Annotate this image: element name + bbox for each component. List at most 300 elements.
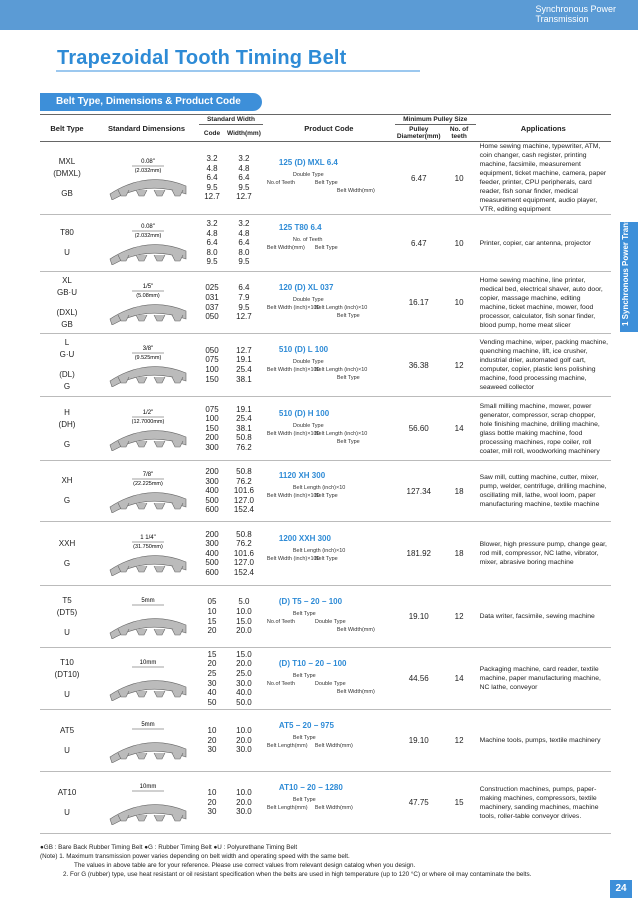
product-code-part-label: Belt Type <box>292 796 316 803</box>
code-cell <box>199 586 225 648</box>
teeth-cell: 18 <box>443 461 476 522</box>
code-value: 031 <box>205 292 219 302</box>
tooth-shape <box>154 441 165 447</box>
tooth-profile-cell <box>94 772 199 834</box>
belt-type-label: G·U <box>59 350 75 359</box>
pulley-diameter-cell: 47.75 <box>395 772 443 834</box>
pulley-diameter-cell: 127.34 <box>395 461 443 522</box>
belt-type-label: (DMXL) <box>53 169 81 178</box>
product-code-example: 510 (D) H 100 <box>278 408 330 418</box>
applications-cell: Printer, copier, car antenna, projector <box>476 215 611 272</box>
code-value: 30 <box>207 678 217 688</box>
tooth-shape <box>154 691 165 697</box>
width-value: 76.2 <box>236 476 252 486</box>
product-code-cell <box>263 522 395 586</box>
product-code-part-label: Belt Width(mm) <box>266 245 305 251</box>
product-code-part-label: Double Type <box>314 680 346 687</box>
width-cell <box>225 397 263 461</box>
width-cell <box>225 215 263 272</box>
code-value: 9.5 <box>206 182 218 192</box>
code-value: 200 <box>205 467 219 477</box>
product-code-part-label: Belt Width (inch)×100 <box>266 555 320 562</box>
width-value: 6.4 <box>238 238 250 248</box>
width-cell <box>225 334 263 397</box>
belt-type-cell <box>40 648 94 710</box>
product-code-part-label: No.of Teeth <box>266 180 295 186</box>
width-cell <box>225 522 263 586</box>
width-value: 38.1 <box>236 374 252 384</box>
belt-body-shape <box>110 618 186 638</box>
belt-type-label <box>42 619 92 627</box>
product-code-part-label: No.of Teeth <box>266 618 295 625</box>
code-value: 10 <box>207 606 217 616</box>
code-cell <box>199 710 225 772</box>
code-value: 600 <box>205 567 219 577</box>
code-cell <box>199 215 225 272</box>
code-value: 40 <box>207 688 217 698</box>
pitch-mm-label: (2.032mm) <box>134 233 161 239</box>
col-applications: Applications <box>476 115 611 142</box>
width-value: 10.0 <box>236 788 252 798</box>
code-value: 100 <box>205 365 219 374</box>
tooth-profile-cell <box>94 586 199 648</box>
code-value: 037 <box>205 302 219 312</box>
teeth-cell: 18 <box>443 522 476 586</box>
col-product-code: Product Code <box>263 115 395 142</box>
section-heading: Belt Type, Dimensions & Product Code <box>40 93 262 111</box>
code-cell <box>199 522 225 586</box>
pitch-label: 7/8" <box>142 472 153 478</box>
code-value: 025 <box>205 283 219 293</box>
code-value: 4.8 <box>206 228 218 238</box>
belt-type-label: G <box>63 558 71 568</box>
applications-cell: Saw mill, cutting machine, cutter, mixer, pump, welder, centrifuge, drilling machine, oscillating mill, lathe, wool loom, paper manufacturing machine, textile machine <box>476 461 611 522</box>
product-code-example: 120 (D) XL 037 <box>278 282 334 292</box>
applications-cell: Packaging machine, card reader, textile machine, paper manufacturing machine, NC lathe, conveyor <box>476 648 611 710</box>
product-code-cell <box>263 142 395 215</box>
width-value: 50.8 <box>236 433 252 443</box>
product-code-part-label: Belt Width(mm) <box>314 804 353 811</box>
width-value: 6.4 <box>238 283 250 293</box>
applications-cell: Small milling machine, mower, power generator, compressor, scrap chopper, hole finishing machine, drilling machine, glass bottle making machine, food processing machines, rope coiler, roll coater, mill roll, woodworking machinery <box>476 397 611 461</box>
product-code-part-label: Belt Length (inch)×10 <box>314 430 368 437</box>
tooth-shape <box>154 815 165 821</box>
product-code-part-label: Belt Width(mm) <box>336 688 375 695</box>
product-code-example: AT10 − 20 − 1280 <box>278 782 343 792</box>
width-value: 20.0 <box>236 659 252 669</box>
header-caption-line2: Transmission <box>535 14 589 24</box>
code-value: 300 <box>205 442 219 452</box>
width-cell <box>225 586 263 648</box>
pitch-mm-label: (12.7000mm) <box>131 418 164 425</box>
product-code-part-label: Belt Width (inch)×100 <box>266 430 320 437</box>
width-value: 20.0 <box>236 735 252 745</box>
pitch-mm-label: (5.08mm) <box>135 292 160 299</box>
tooth-shape <box>154 503 165 509</box>
code-value: 200 <box>205 529 219 539</box>
tooth-shape <box>136 815 147 821</box>
width-value: 9.5 <box>238 257 250 267</box>
code-value: 100 <box>205 414 219 424</box>
table-row <box>40 272 611 334</box>
width-value: 25.4 <box>236 414 252 424</box>
product-code-example: (D) T5 − 20 − 100 <box>278 596 343 606</box>
belt-type-cell <box>40 772 94 834</box>
product-code-part-label: Double Type <box>292 359 324 365</box>
product-code-example: 1120 XH 300 <box>278 471 326 480</box>
product-code-cell <box>263 272 395 334</box>
width-value: 5.0 <box>238 597 250 607</box>
teeth-cell: 12 <box>443 334 476 397</box>
product-code-part-label: Double Type <box>314 618 346 625</box>
belt-body-shape <box>110 680 186 700</box>
belt-type-label: (DH) <box>58 419 76 429</box>
width-value: 12.7 <box>236 192 252 202</box>
width-value: 3.2 <box>238 219 250 229</box>
product-code-part-label: Belt Type <box>336 375 360 381</box>
product-code-part-label: Belt Length(mm) <box>266 742 308 749</box>
belt-type-label: G <box>63 439 71 449</box>
product-code-part-label: Belt Width(mm) <box>314 742 353 749</box>
width-cell <box>225 272 263 334</box>
width-value: 127.0 <box>233 558 254 568</box>
teeth-cell: 12 <box>443 586 476 648</box>
width-value: 12.7 <box>236 312 252 322</box>
belt-type-label <box>42 550 92 558</box>
belt-type-label: (DT10) <box>54 669 80 679</box>
code-value: 20 <box>207 797 217 807</box>
width-value: 20.0 <box>236 797 252 807</box>
tooth-shape <box>172 441 183 447</box>
teeth-cell: 14 <box>443 648 476 710</box>
product-code-part-label: Belt Width(mm) <box>336 626 375 633</box>
product-code-wrap <box>265 217 393 270</box>
width-value: 19.1 <box>236 355 252 365</box>
product-code-cell <box>263 586 395 648</box>
belt-type-label: U <box>64 627 70 637</box>
page-number: 24 <box>610 880 632 898</box>
belt-type-cell <box>40 710 94 772</box>
header-caption <box>535 4 616 24</box>
belt-type-label: U <box>64 807 70 817</box>
code-value: 4.8 <box>206 163 218 173</box>
width-value: 25.0 <box>236 668 252 678</box>
product-code-wrap <box>265 399 393 459</box>
applications-cell: Machine tools, pumps, textile machinery <box>476 710 611 772</box>
belt-type-label: T80 <box>60 228 74 237</box>
code-value: 15 <box>207 649 217 659</box>
code-value: 500 <box>205 495 219 505</box>
code-value: 15 <box>207 616 217 626</box>
width-value: 101.6 <box>233 548 254 558</box>
col-teeth: No. of teeth <box>443 125 476 142</box>
side-chapter-tab <box>620 188 638 332</box>
code-value: 20 <box>207 626 217 636</box>
col-width: Width(mm) <box>225 125 263 142</box>
code-value: 30 <box>207 807 217 817</box>
width-value: 40.0 <box>236 688 252 698</box>
table-row <box>40 648 611 710</box>
pitch-label: 3/8" <box>142 346 153 352</box>
product-code-wrap <box>265 336 393 395</box>
belt-type-label: T5 <box>62 595 72 605</box>
code-value: 25 <box>207 668 217 678</box>
product-code-part-label: Double Type <box>292 172 324 178</box>
code-cell <box>199 334 225 397</box>
width-value: 152.4 <box>233 505 254 515</box>
belt-type-label: GB·U <box>57 287 77 297</box>
col-belt-type: Belt Type <box>40 115 94 142</box>
width-cell <box>225 772 263 834</box>
width-value: 50.0 <box>236 697 252 707</box>
tooth-shape <box>136 190 147 196</box>
tooth-profile-cell <box>94 710 199 772</box>
belt-type-cell <box>40 272 94 334</box>
product-code-wrap <box>265 144 393 212</box>
tooth-profile-diagram <box>102 595 192 639</box>
code-cell <box>199 648 225 710</box>
code-value: 10 <box>207 788 217 798</box>
col-pulley-diameter: Pulley Diameter(mm) <box>396 126 441 140</box>
tooth-shape <box>136 629 147 635</box>
belt-type-cell <box>40 334 94 397</box>
pitch-mm-label: (22.225mm) <box>132 481 163 487</box>
belt-body-shape <box>110 742 186 762</box>
pitch-label: 1 1/4" <box>139 534 156 541</box>
belt-type-label <box>42 737 92 745</box>
product-code-wrap <box>265 524 393 584</box>
width-value: 38.1 <box>236 423 252 433</box>
belt-body-shape <box>110 430 186 450</box>
tooth-shape <box>172 691 183 697</box>
product-code-part-label: Belt Width (inch)×100 <box>266 493 320 499</box>
code-cell <box>199 397 225 461</box>
width-value: 30.0 <box>236 678 252 688</box>
pitch-label: 0.08" <box>140 224 155 230</box>
tooth-shape <box>154 753 165 759</box>
product-code-part-label: Belt Length (inch)×10 <box>314 304 368 311</box>
product-code-cell <box>263 710 395 772</box>
tooth-profile-diagram <box>102 343 192 387</box>
teeth-cell: 14 <box>443 397 476 461</box>
width-value: 9.5 <box>238 302 250 312</box>
width-value: 76.2 <box>236 442 252 452</box>
pulley-diameter-cell: 181.92 <box>395 522 443 586</box>
product-code-part-label: Belt Type <box>314 245 338 251</box>
product-code-part-label: Belt Width (inch)×100 <box>266 367 320 373</box>
width-value: 15.0 <box>236 616 252 626</box>
col-code: Code <box>199 125 225 142</box>
product-code-part-label: Double Type <box>292 422 324 429</box>
tooth-profile-cell <box>94 334 199 397</box>
page-title: Trapezoidal Tooth Timing Belt <box>57 47 347 69</box>
code-value: 3.2 <box>206 154 218 164</box>
tooth-profile-cell <box>94 215 199 272</box>
belt-type-label: (DXL) <box>56 307 78 317</box>
product-code-part-label: Belt Type <box>292 610 316 617</box>
product-code-part-label: Double Type <box>292 296 324 303</box>
tooth-profile-cell <box>94 461 199 522</box>
width-value: 9.5 <box>238 182 250 192</box>
belt-type-cell <box>40 522 94 586</box>
tooth-profile-diagram <box>102 156 192 200</box>
product-code-part-label: Belt Type <box>314 180 338 186</box>
belt-body-shape <box>110 245 186 265</box>
belt-type-cell <box>40 397 94 461</box>
col-min-pulley: Minimum Pulley Size <box>395 115 476 125</box>
belt-type-label: XH <box>61 476 73 485</box>
code-value: 3.2 <box>206 219 218 229</box>
pulley-diameter-cell: 19.10 <box>395 710 443 772</box>
belt-body-shape <box>110 367 186 387</box>
table-row <box>40 142 611 215</box>
belt-type-label: AT10 <box>57 787 77 797</box>
tooth-profile-diagram <box>102 407 192 451</box>
belt-type-label: GB <box>61 189 73 198</box>
product-code-cell <box>263 772 395 834</box>
belt-type-label: L <box>64 338 70 347</box>
width-value: 3.2 <box>238 154 250 164</box>
width-value: 12.7 <box>236 345 252 355</box>
product-code-part-label: Belt Length (inch)×10 <box>292 547 346 554</box>
belt-type-label <box>42 361 92 369</box>
code-value: 8.0 <box>206 247 218 257</box>
belt-body-shape <box>110 555 186 575</box>
code-value: 6.4 <box>206 238 218 248</box>
pitch-label: 10mm <box>139 783 156 790</box>
product-code-part-label: Belt Type <box>336 438 360 445</box>
code-value: 075 <box>205 404 219 414</box>
tooth-profile-diagram <box>102 532 192 576</box>
code-value: 500 <box>205 558 219 568</box>
pitch-mm-label: (31.750mm) <box>132 543 163 550</box>
tooth-shape <box>154 629 165 635</box>
belt-type-label: XXH <box>58 538 76 548</box>
tooth-shape <box>136 503 147 509</box>
belt-type-label: G <box>63 382 71 391</box>
tooth-shape <box>154 315 165 321</box>
pitch-label: 5mm <box>140 597 155 604</box>
product-code-example: 510 (D) L 100 <box>278 345 329 354</box>
tooth-shape <box>172 190 183 196</box>
width-cell <box>225 142 263 215</box>
pitch-label: 1/5" <box>142 283 153 290</box>
belt-type-label <box>42 431 92 439</box>
tooth-shape <box>154 190 165 196</box>
tooth-shape <box>136 377 147 383</box>
code-value: 075 <box>205 355 219 365</box>
width-cell <box>225 648 263 710</box>
tooth-shape <box>172 629 183 635</box>
width-value: 20.0 <box>236 626 252 636</box>
code-value: 05 <box>207 597 217 607</box>
product-code-part-label: Belt Length (inch)×10 <box>292 485 346 491</box>
code-value: 050 <box>205 345 219 355</box>
tooth-shape <box>172 815 183 821</box>
applications-cell: Home sewing machine, typewriter, ATM, coin changer, cash register, printing machine, facsimile, measurement equipment, ticket machine, camera, paper feeder, printer, CPU peripherals, card reader, fish sonar finder, medical measurement equipment, audio player, VTR, editing equipment <box>476 142 611 215</box>
belt-body-shape <box>110 493 186 513</box>
table-row <box>40 461 611 522</box>
width-value: 30.0 <box>236 807 252 817</box>
code-value: 400 <box>205 486 219 496</box>
width-value: 101.6 <box>233 486 254 496</box>
side-tab-label: 1 Synchronous Power Transmission <box>621 188 630 326</box>
pulley-diameter-cell: 6.47 <box>395 142 443 215</box>
belt-type-label <box>42 180 92 188</box>
belt-body-shape <box>110 804 186 824</box>
code-value: 12.7 <box>204 192 220 202</box>
product-code-cell <box>263 215 395 272</box>
code-value: 10 <box>207 726 217 736</box>
width-cell <box>225 461 263 522</box>
top-banner <box>0 0 638 30</box>
product-code-example: 125 T80 6.4 <box>278 223 322 232</box>
footnote-legend: ●GB : Bare Back Rubber Timing Belt ●G : Rubber Timing Belt ●U : Polyurethane Timing Belt <box>40 844 298 851</box>
belt-type-label <box>42 799 92 807</box>
product-code-example: 1200 XXH 300 <box>278 533 331 543</box>
product-code-wrap <box>265 650 393 708</box>
width-value: 4.8 <box>238 163 250 173</box>
width-value: 8.0 <box>238 247 250 257</box>
width-value: 25.4 <box>236 365 252 374</box>
product-code-part-label: Belt Length(mm) <box>266 804 308 811</box>
belt-body-shape <box>110 180 186 200</box>
code-value: 20 <box>207 735 217 745</box>
pulley-diameter-cell: 16.17 <box>395 272 443 334</box>
footnote-2: 2. For G (rubber) type, use heat resistant or oil resistant specification when the belts are used in high temperature (up to 120 °C) or where oil may contaminate the belts. <box>63 871 532 878</box>
belt-type-label: G <box>63 496 71 505</box>
belt-type-label: H <box>64 407 70 417</box>
belt-type-label: U <box>64 689 70 699</box>
width-value: 127.0 <box>233 495 254 505</box>
tooth-shape <box>136 441 147 447</box>
code-cell <box>199 272 225 334</box>
pulley-diameter-cell: 44.56 <box>395 648 443 710</box>
width-value: 10.0 <box>236 606 252 616</box>
teeth-cell: 12 <box>443 710 476 772</box>
tooth-shape <box>154 377 165 383</box>
tooth-shape <box>172 255 183 261</box>
width-value: 50.8 <box>236 529 252 539</box>
applications-cell: Vending machine, wiper, packing machine, quenching machine, lift, ice crusher, industrial drier, automated golf cart, computer, copier, plastic lens polishing machine, food processing machine, seaweed collector <box>476 334 611 397</box>
pulley-diameter-cell: 6.47 <box>395 215 443 272</box>
width-value: 76.2 <box>236 539 252 549</box>
footnote-1b: The values in above table are for your reference. Please use correct values from relevant design catalog when you design. <box>74 862 416 869</box>
code-value: 30 <box>207 745 217 755</box>
product-code-wrap <box>265 274 393 332</box>
table-row <box>40 215 611 272</box>
pulley-diameter-cell: 56.60 <box>395 397 443 461</box>
tooth-shape <box>154 566 165 572</box>
teeth-cell: 15 <box>443 772 476 834</box>
pitch-mm-label: (2.032mm) <box>134 168 161 174</box>
code-value: 300 <box>205 539 219 549</box>
code-value: 400 <box>205 548 219 558</box>
pitch-label: 1/2" <box>142 409 153 416</box>
tooth-profile-diagram <box>102 281 192 325</box>
width-cell <box>225 710 263 772</box>
table-row <box>40 586 611 648</box>
tooth-shape <box>172 566 183 572</box>
belt-type-cell <box>40 215 94 272</box>
product-code-part-label: Belt Type <box>336 312 360 319</box>
teeth-cell: 10 <box>443 272 476 334</box>
belt-type-label: U <box>64 248 70 257</box>
belt-type-cell <box>40 461 94 522</box>
product-code-part-label: Belt Width (inch)×100 <box>266 304 320 311</box>
tooth-shape <box>136 566 147 572</box>
tooth-profile-diagram <box>102 221 192 265</box>
